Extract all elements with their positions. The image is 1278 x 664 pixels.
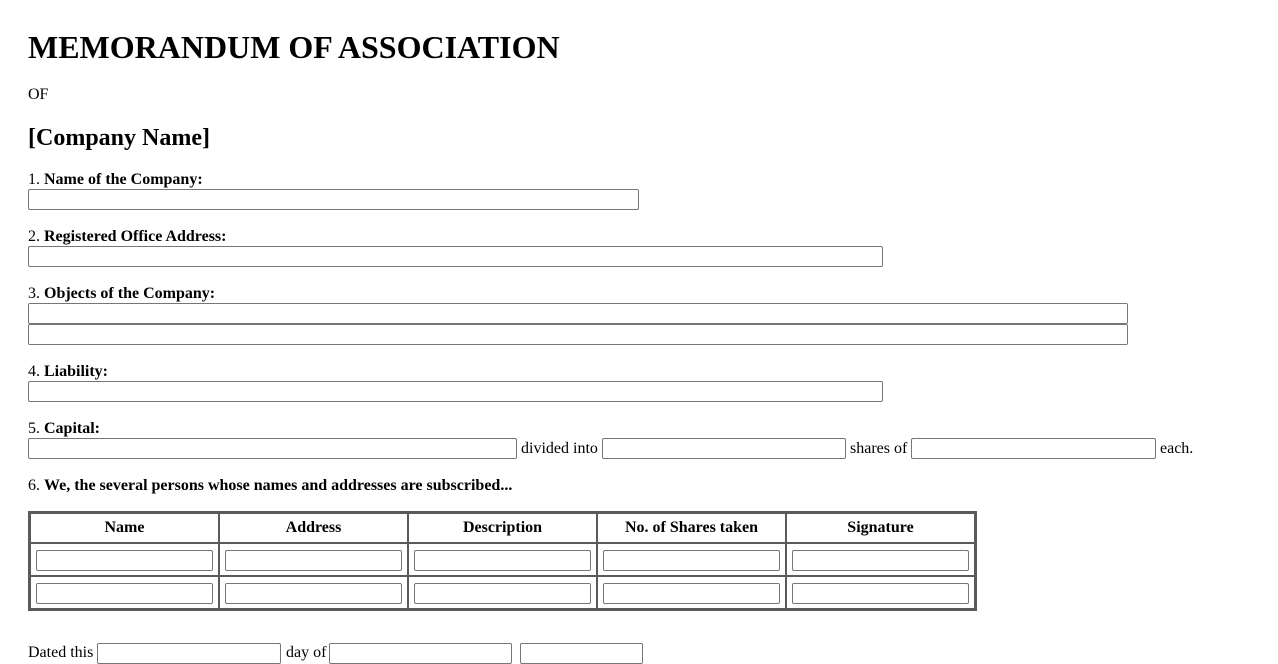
number-of-shares-field[interactable] xyxy=(602,438,846,459)
objects-field-line-1[interactable] xyxy=(28,303,1128,324)
subscriber-signature-field[interactable] xyxy=(792,550,969,571)
divided-into-text: divided into xyxy=(521,440,598,457)
column-header-description: Description xyxy=(408,513,597,543)
table-header-row xyxy=(30,513,975,543)
section-title: Objects of the Company: xyxy=(44,285,216,302)
table-cell xyxy=(408,576,597,609)
section-4-label xyxy=(28,364,108,380)
each-text: each. xyxy=(1160,440,1194,457)
dated-this-text: Dated this xyxy=(28,644,94,661)
section-title: We, the several persons whose names and addresses are subscribed... xyxy=(44,477,513,494)
subscribers-table xyxy=(28,511,977,611)
section-number: 5. xyxy=(28,420,40,437)
section-number: 3. xyxy=(28,285,40,302)
section-number: 4. xyxy=(28,363,40,380)
subscriber-description-field[interactable] xyxy=(414,550,591,571)
section-title: Registered Office Address: xyxy=(44,228,227,245)
section-5-label xyxy=(28,421,100,437)
table-cell xyxy=(219,576,408,609)
column-header-name: Name xyxy=(30,513,219,543)
company-name-field[interactable] xyxy=(28,189,639,210)
table-row xyxy=(30,576,975,609)
per-share-value-field[interactable] xyxy=(911,438,1156,459)
table-cell xyxy=(597,576,786,609)
section-1-label xyxy=(28,172,203,188)
section-title: Capital: xyxy=(44,420,100,437)
subscriber-name-field[interactable] xyxy=(36,583,213,604)
subscriber-shares-field[interactable] xyxy=(603,550,780,571)
section-title: Name of the Company: xyxy=(44,171,203,188)
column-header-address: Address xyxy=(219,513,408,543)
subscriber-signature-field[interactable] xyxy=(792,583,969,604)
subscriber-address-field[interactable] xyxy=(225,583,402,604)
subscriber-name-field[interactable] xyxy=(36,550,213,571)
company-name-heading: [Company Name] xyxy=(28,125,210,151)
section-title: Liability: xyxy=(44,363,109,380)
section-3-label xyxy=(28,286,215,302)
dated-day-field[interactable] xyxy=(97,643,281,664)
column-header-shares-taken: No. of Shares taken xyxy=(597,513,786,543)
day-of-text: day of xyxy=(286,644,327,661)
table-cell xyxy=(408,543,597,576)
table-row xyxy=(30,543,975,576)
section-2-label xyxy=(28,229,226,245)
shares-of-text: shares of xyxy=(850,440,908,457)
dated-month-field[interactable] xyxy=(329,643,512,664)
subscriber-description-field[interactable] xyxy=(414,583,591,604)
table-cell xyxy=(597,543,786,576)
objects-field-line-2[interactable] xyxy=(28,324,1128,345)
subscriber-address-field[interactable] xyxy=(225,550,402,571)
registered-office-field[interactable] xyxy=(28,246,883,267)
of-text: OF xyxy=(28,86,49,103)
table-cell xyxy=(30,576,219,609)
section-number: 1. xyxy=(28,171,40,188)
table-cell xyxy=(219,543,408,576)
section-number: 2. xyxy=(28,228,40,245)
column-header-signature: Signature xyxy=(786,513,975,543)
page-title: MEMORANDUM OF ASSOCIATION xyxy=(28,29,560,65)
capital-amount-field[interactable] xyxy=(28,438,517,459)
table-cell xyxy=(786,576,975,609)
liability-field[interactable] xyxy=(28,381,883,402)
subscriber-shares-field[interactable] xyxy=(603,583,780,604)
section-6-label xyxy=(28,478,512,494)
section-number: 6. xyxy=(28,477,40,494)
table-cell xyxy=(786,543,975,576)
table-cell xyxy=(30,543,219,576)
dated-year-field[interactable] xyxy=(520,643,643,664)
